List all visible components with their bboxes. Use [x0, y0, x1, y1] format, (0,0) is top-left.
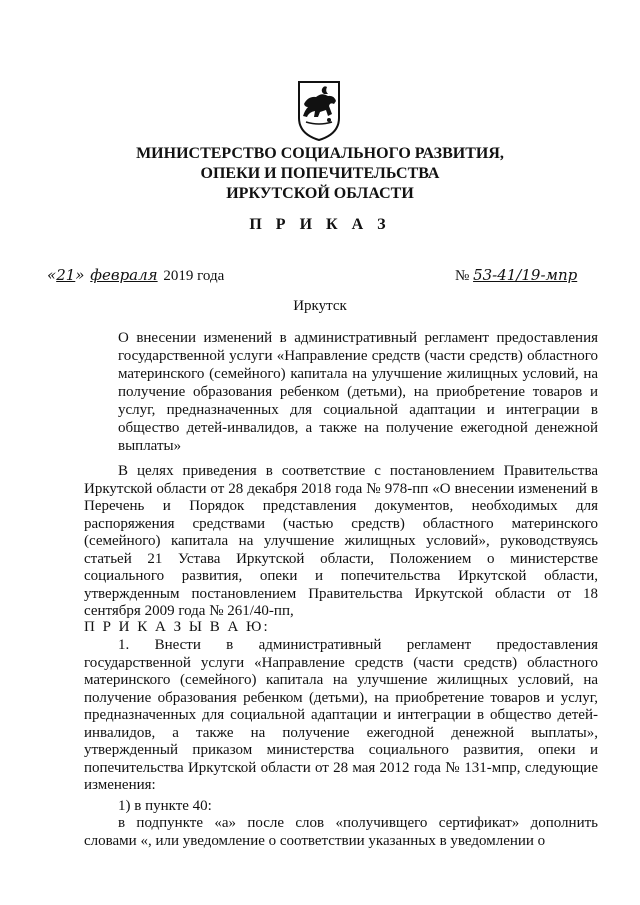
- order-subject: О внесении изменений в административный регламент предоставления государственной услуги «Направление средств (части средств) областного материнского (семейного) капитала на улучшение жилищных условий, на получение образования ребенком (детьми), на приобретение товаров и услуг, предназначенных для социальной адаптации и интеграции в общество детей-инвалидов, а также на получение ежегодной денежной выплаты»: [118, 330, 598, 454]
- subitem-1: 1) в пункте 40:: [118, 798, 212, 814]
- prikazyvayu-heading: П Р И К А З Ы В А Ю:: [84, 619, 270, 635]
- ministry-name-line3: ИРКУТСКОЙ ОБЛАСТИ: [226, 185, 414, 202]
- ministry-name-line2: ОПЕКИ И ПОПЕЧИТЕЛЬСТВА: [200, 165, 440, 182]
- order-title: П Р И К А З: [249, 216, 391, 233]
- order-date: [47, 266, 224, 285]
- city: Иркутск: [293, 298, 347, 314]
- item-1-paragraph: 1. Внести в административный регламент предоставления государственной услуги «Направление средств (части средств) областного материнского (семейного) капитала на улучшение жилищных условий, на получение образования ребенком (детьми), на приобретение товаров и услуг, предназначенных для социальной адаптации и интеграции в общество детей-инвалидов, а также на получение ежегодной денежной выплаты», утвержденный приказом министерства социального развития, опеки и попечительства Иркутской области от 28 мая 2012 года № 131-мпр, следующие изменения:: [84, 637, 598, 793]
- date-open-quote: «: [47, 266, 57, 284]
- date-close-quote: »: [75, 266, 85, 284]
- date-year: 2019 года: [163, 268, 225, 284]
- order-number: [455, 266, 577, 285]
- preamble-paragraph: В целях приведения в соответствие с постановлением Правительства Иркутской области от 28 декабря 2018 года № 978-пп «О внесении изменений в Перечень и Порядок представления документов, необходимых для распоряжения средствами (частью средств) областного материнского (семейного) капитала на улучшение жилищных условий», руководствуясь статьей 21 Устава Иркутской области, Положением о министерстве социального развития, опеки и попечительства Иркутской области, утвержденным постановлением Правительства Иркутской области от 18 сентября 2009 года № 261/40-пп,: [84, 463, 598, 619]
- date-day: 21: [56, 266, 76, 284]
- number-value: 53-41/19-мпр: [473, 266, 578, 284]
- coat-of-arms-emblem: [296, 80, 342, 142]
- ministry-name-line1: МИНИСТЕРСТВО СОЦИАЛЬНОГО РАЗВИТИЯ,: [136, 145, 504, 162]
- subitem-1a: в подпункте «а» после слов «получивщего сертификат» дополнить словами «, или уведомление о соответствии указанных в уведомлении о: [84, 815, 598, 849]
- date-month: февраля: [90, 266, 158, 284]
- number-prefix: №: [455, 268, 470, 284]
